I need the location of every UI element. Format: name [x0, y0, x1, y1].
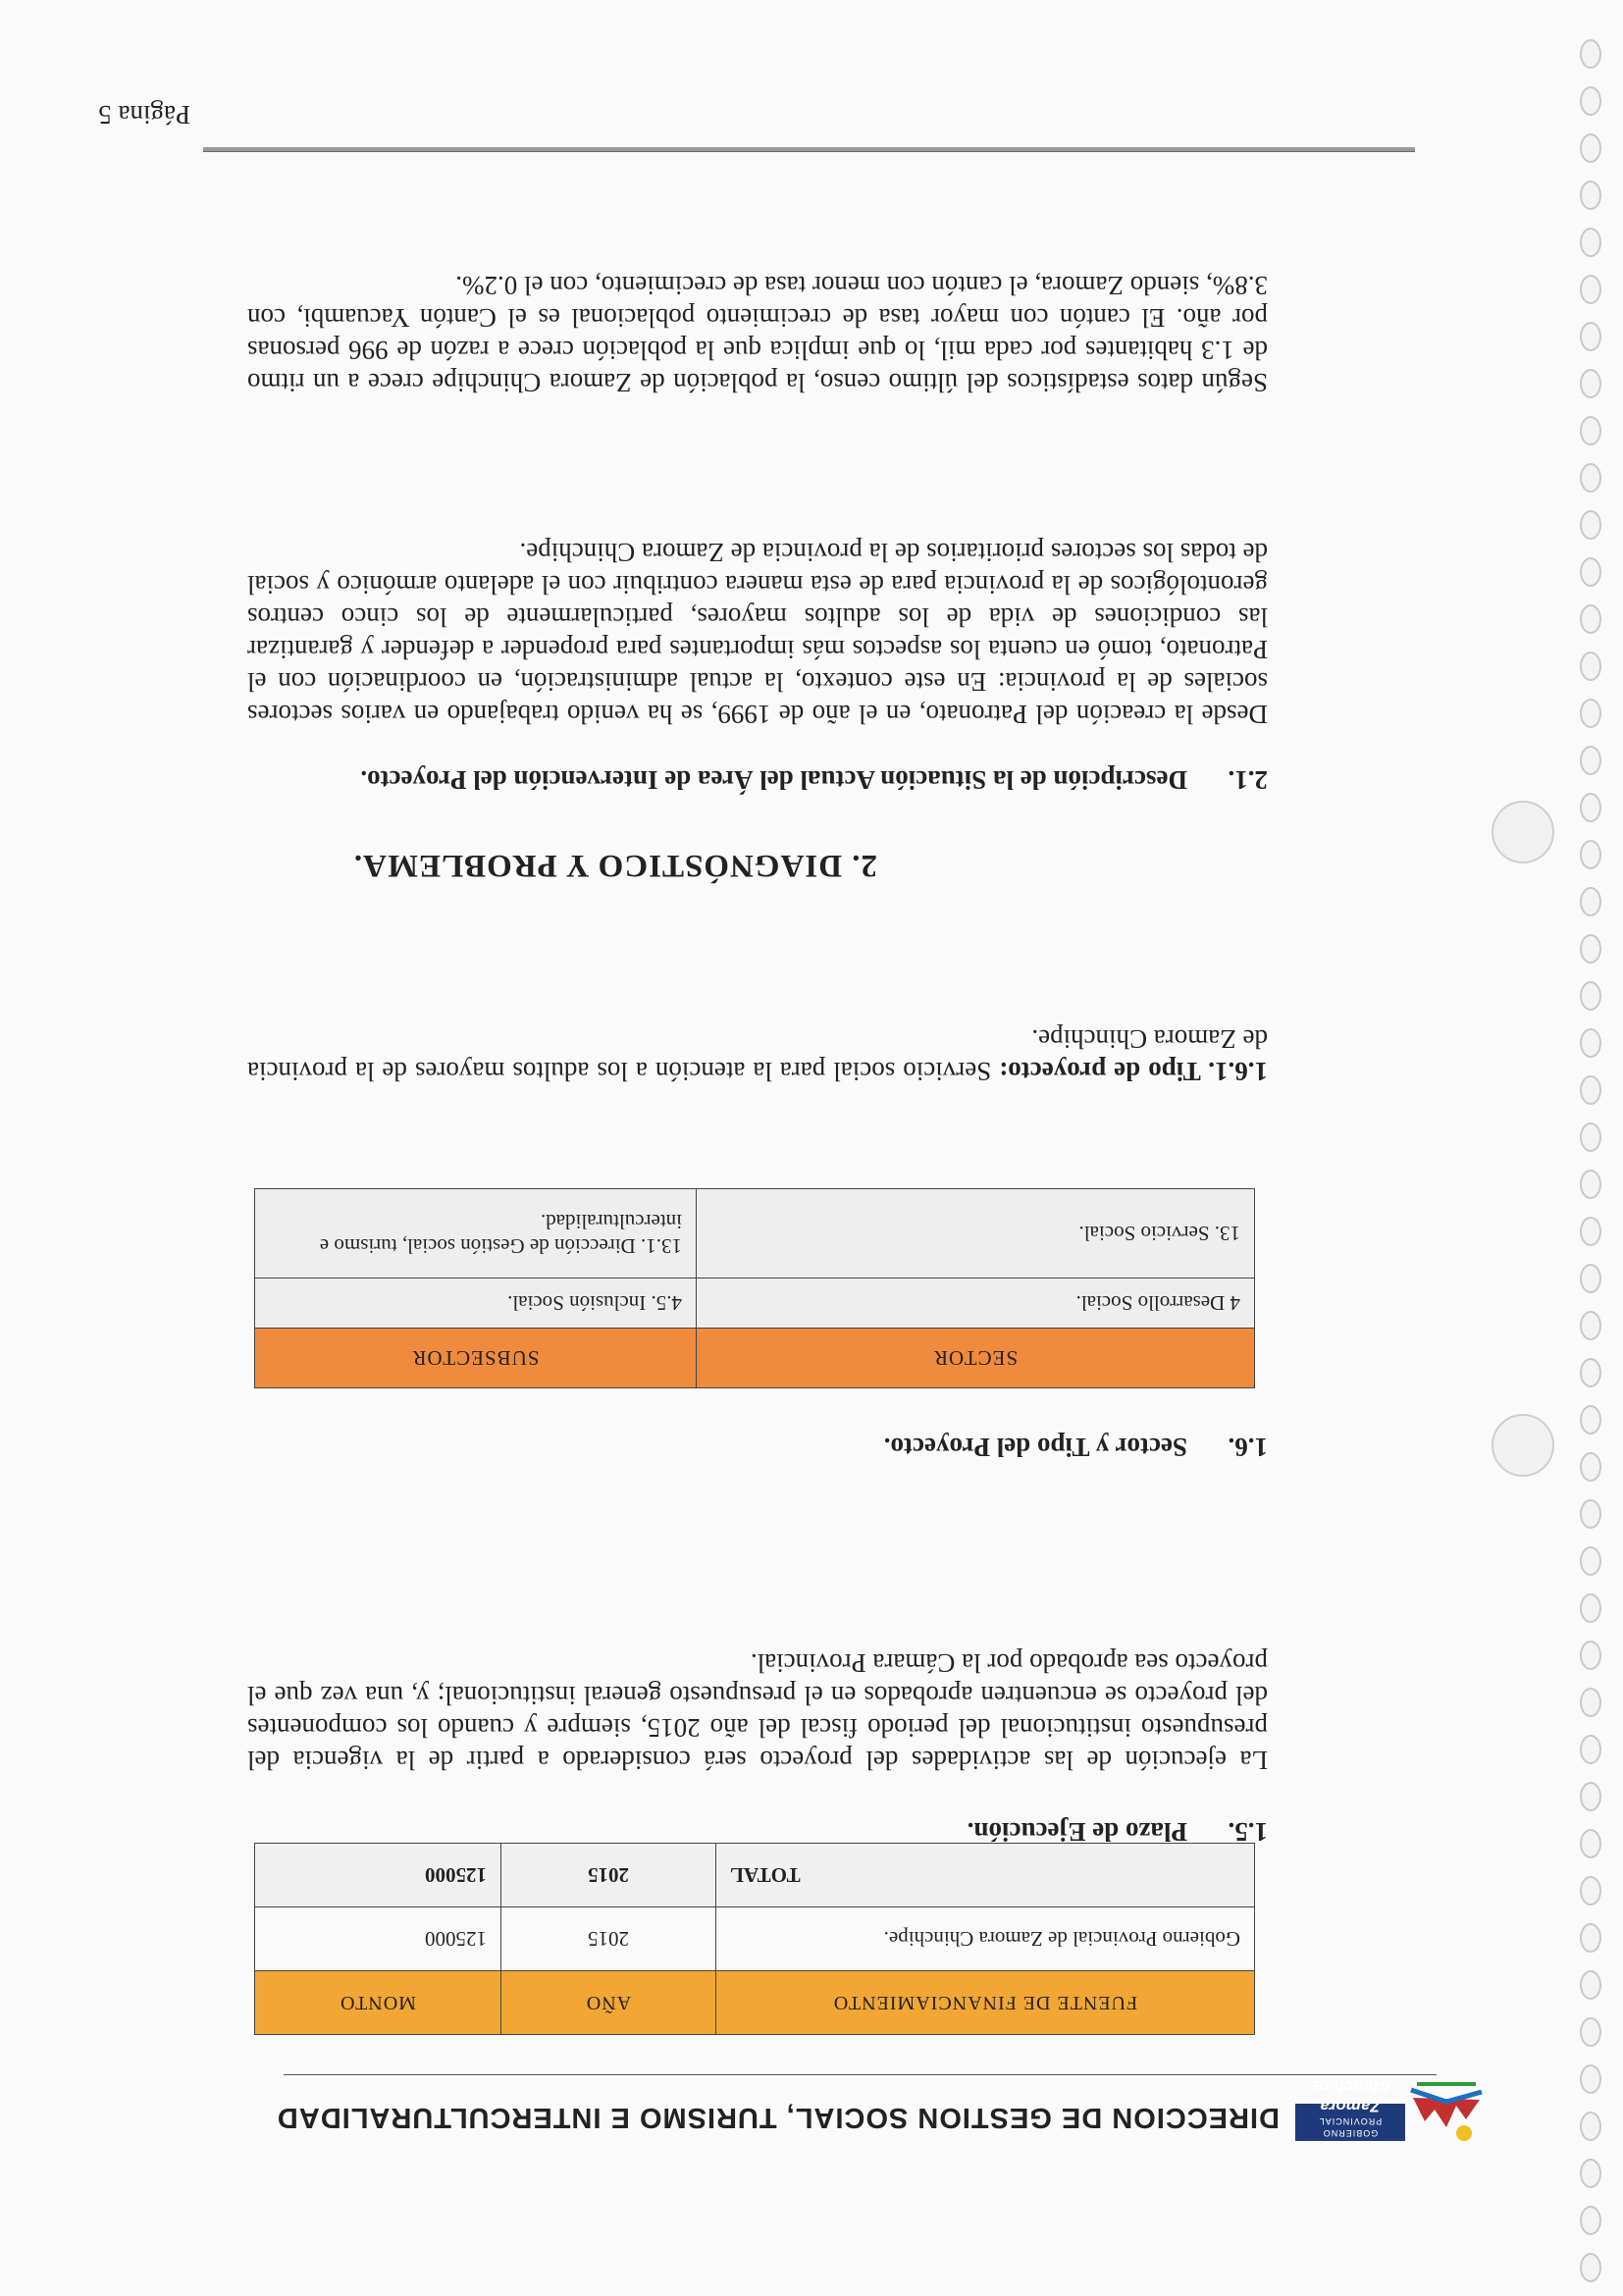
logo-emblem-icon — [1407, 2078, 1486, 2149]
table-cell: TOTAL — [716, 1844, 1255, 1907]
paragraph-1-6-1 — [247, 1022, 1268, 1087]
table-header-cell: SECTOR — [697, 1329, 1255, 1388]
page-header — [276, 2075, 1486, 2149]
table-row — [255, 1189, 1255, 1278]
paragraph-1-5: La ejecución de las actividades del proyecto será considerado a partir de la vigencia del presupuesto institucional del periodo fiscal del año 2015, siempre y cuando los componentes del proyecto se encuentren aprobados en el presupuesto general institucional; y, una vez que el proyecto sea aprobado por la Cámara Provincial. — [247, 1648, 1268, 1775]
logo-line-2: Zamora Chinchipe — [1309, 2077, 1391, 2115]
table-header-cell: MONTO — [255, 1971, 501, 2035]
table-cell: 13. Servicio Social. — [697, 1189, 1255, 1278]
section-title: Descripción de la Situación Actual del Área de Intervención del Proyecto. — [360, 765, 1187, 795]
page-number: Página 5 — [98, 100, 190, 130]
section-title: Plazo de Ejecución. — [967, 1817, 1187, 1847]
provincial-logo — [1294, 2077, 1486, 2149]
section-heading-1-6 — [884, 1432, 1268, 1462]
table-cell: 13.1. Dirección de Gestión social, turismo e interculturalidad. — [255, 1189, 697, 1278]
punch-hole — [1492, 1414, 1554, 1477]
table-total-row — [255, 1844, 1255, 1907]
footer-divider — [203, 147, 1415, 152]
subsection-label: 1.6.1. Tipo de proyecto: — [999, 1057, 1268, 1086]
table-cell: Gobierno Provincial de Zamora Chinchipe. — [716, 1907, 1255, 1971]
table-cell: 125000 — [255, 1907, 501, 1971]
table-cell: 4.5. Inclusión Social. — [255, 1278, 697, 1329]
paragraph-2-1-b: Según datos estadísticos del último censo, la población de Zamora Chinchipe crece a un ritmo de 1.3 habitantes por cada mil, lo que implica que la población crece a razón de 996 personas por año. El cantón con mayor tasa de crecimiento poblacional es el Cantón Yacuambi, con 3.8%, siendo Zamora, el cantón con menor tasa de crecimiento, con el 0.2%. — [247, 271, 1268, 397]
header-title: DIRECCION DE GESTION SOCIAL, TURISMO E INTERCULTURALIDAD — [276, 2102, 1280, 2133]
table-cell: 2015 — [501, 1907, 716, 1971]
section-number: 1.6. — [1228, 1433, 1268, 1462]
sector-table — [254, 1188, 1255, 1388]
table-header-cell: AÑO — [501, 1971, 716, 2035]
financing-table — [254, 1843, 1255, 2035]
table-cell: 2015 — [501, 1844, 716, 1907]
paragraph-2-1-a: Desde la creación del Patronato, en el año de 1999, se ha venido trabajando en varios sectores sociales de la provincia: En este contexto, la actual administración, en coordinación con el Patronato, tomó en cuenta los aspectos más importantes para propender a defender y garantizar las condiciones de vida de los adultos mayores, particularmente de los cinco centros gerontológicos de la provincia para de esta manera contribuir con el adelanto armónico y social de todas los sectores prioritarios de la provincia de Zamora Chinchipe. — [247, 538, 1268, 729]
section-heading-1-5 — [968, 1816, 1268, 1847]
table-header-cell: FUENTE DE FINANCIAMIENTO — [716, 1971, 1255, 2035]
table-row — [255, 1278, 1255, 1329]
logo-text-box — [1295, 2077, 1405, 2141]
table-row — [255, 1907, 1255, 1971]
table-header-row — [255, 1971, 1255, 2035]
section-number: 1.5. — [1228, 1817, 1268, 1847]
section-heading-2-1 — [360, 764, 1268, 795]
punch-hole — [1492, 801, 1554, 863]
binder-holes — [1572, 16, 1601, 2282]
table-header-cell: SUBSECTOR — [255, 1329, 697, 1388]
chapter-heading: 2. DIAGNÓSTICO Y PROBLEMA. — [352, 848, 877, 883]
header-divider — [284, 2074, 1437, 2075]
logo-line-1: GOBIERNO PROVINCIAL — [1318, 2116, 1383, 2138]
table-header-row — [255, 1329, 1255, 1388]
section-number: 2.1. — [1228, 765, 1268, 795]
subsection-text: Servicio social para la atención a los adultos mayores de la provincia de Zamora Chinchipe. — [247, 1024, 1268, 1086]
table-cell: 125000 — [255, 1844, 501, 1907]
table-cell: 4 Desarrollo Social. — [697, 1278, 1255, 1329]
section-title: Sector y Tipo del Proyecto. — [883, 1433, 1187, 1462]
